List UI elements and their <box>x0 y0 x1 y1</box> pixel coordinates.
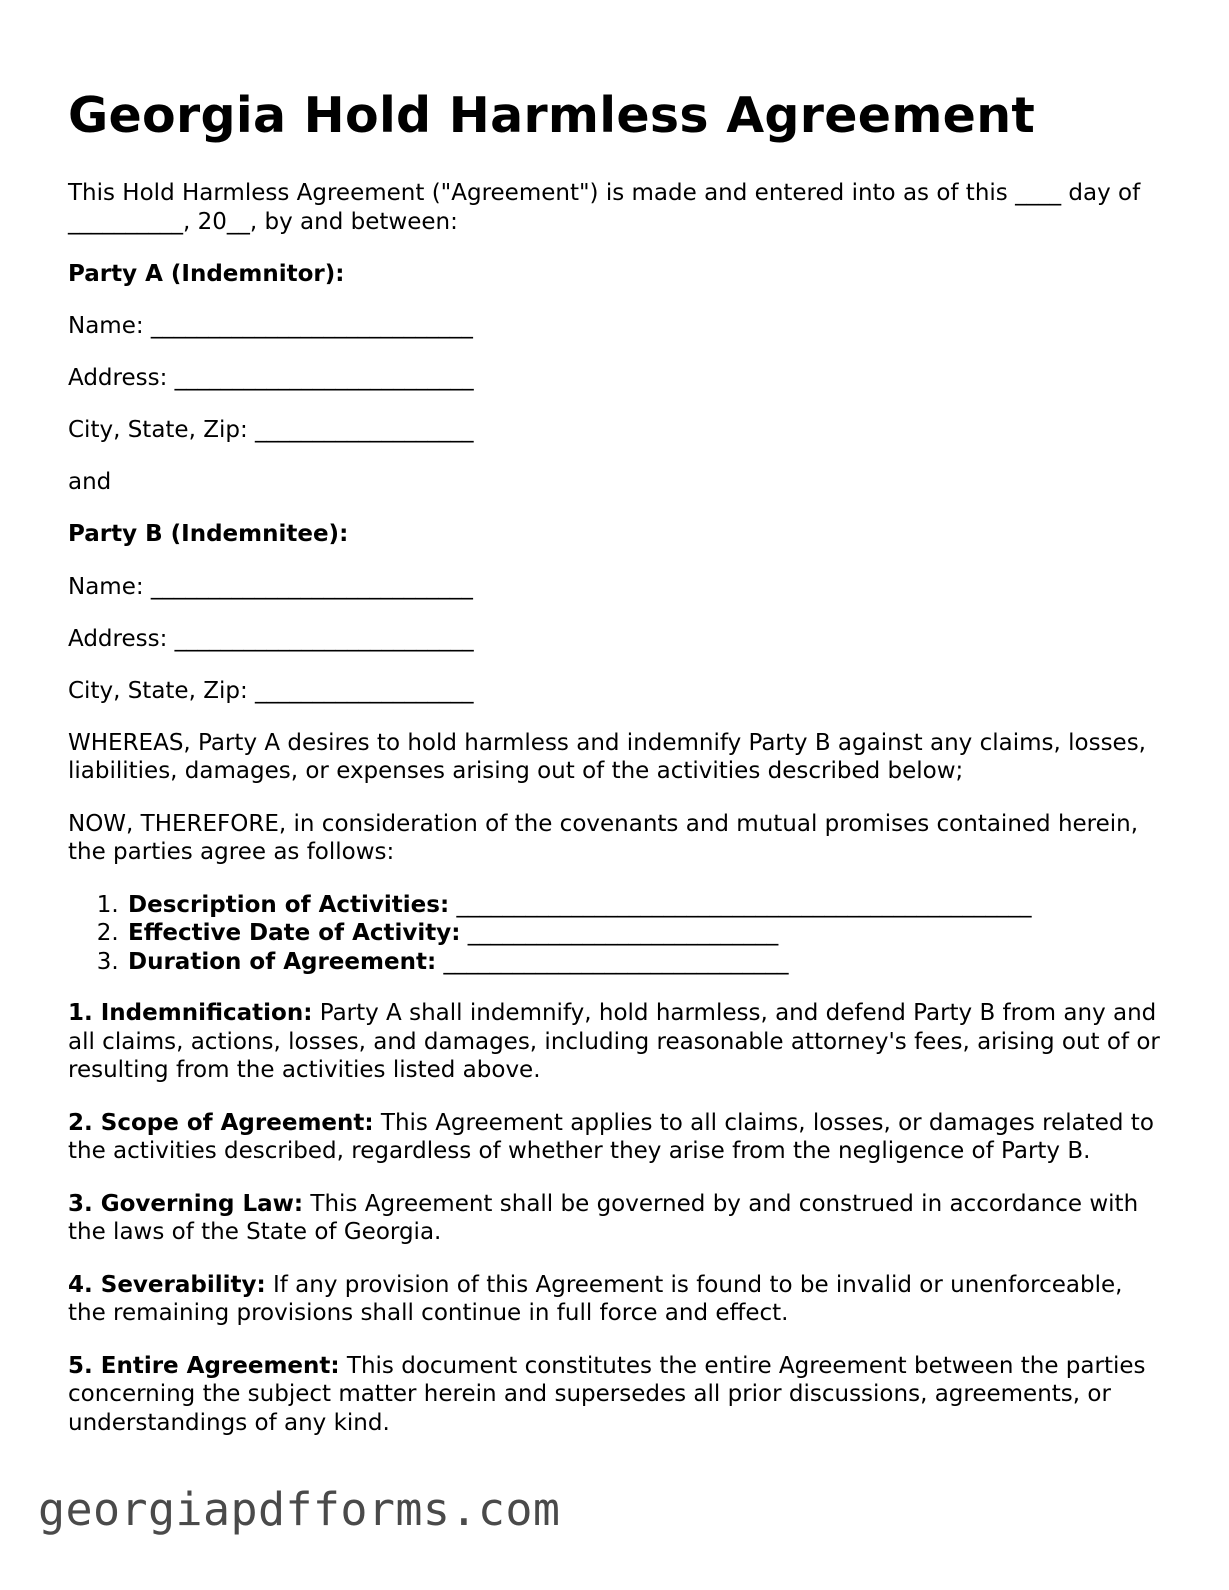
party-b-heading: Party B (Indemnitee): <box>68 521 349 548</box>
party-a-heading: Party A (Indemnitor): <box>68 261 345 287</box>
section-heading: 3. Governing Law: <box>68 1190 304 1217</box>
party-b-name-field: Name: ____________________________ <box>68 573 473 600</box>
activity-label: Description of Activities: <box>128 891 450 918</box>
party-a-address-field: Address: __________________________ <box>68 365 474 392</box>
section-entire-agreement <box>68 1352 1160 1438</box>
and-text: and <box>68 469 112 496</box>
section-scope <box>68 1109 1160 1166</box>
activities-list <box>68 891 1160 977</box>
section-text: If any provision of this Agreement is found to be invalid or unenforceable, the remaining provisions shall continue in full force and effect. <box>68 1271 1123 1327</box>
now-therefore-paragraph: NOW, THEREFORE, in consideration of the covenants and mutual promises contained herein, the parties agree as follows: <box>68 810 1139 866</box>
document-page <box>68 86 1160 1461</box>
section-text: This Agreement applies to all claims, losses, or damages related to the activities described, regardless of whether they arise from the negligence of Party B. <box>68 1109 1154 1165</box>
activity-label: Effective Date of Activity: <box>128 920 461 947</box>
section-text: Party A shall indemnify, hold harmless, and defend Party B from any and all claims, actions, losses, and damages, including reasonable attorney's fees, arising out of or resulting from the activities listed above. <box>68 1000 1160 1084</box>
section-heading: 4. Severability: <box>68 1271 266 1298</box>
activity-item <box>126 891 1160 920</box>
whereas-paragraph: WHEREAS, Party A desires to hold harmless and indemnify Party B against any claims, losses, liabilities, damages, or expenses arising out of the activities described below; <box>68 729 1146 785</box>
activity-item <box>126 948 1160 977</box>
section-governing-law <box>68 1190 1160 1247</box>
party-b-city-field: City, State, Zip: ___________________ <box>68 677 474 704</box>
site-watermark: georgiapdfforms.com <box>38 1483 561 1536</box>
section-text: This Agreement shall be governed by and construed in accordance with the laws of the State of Georgia. <box>68 1190 1139 1246</box>
intro-paragraph: This Hold Harmless Agreement ("Agreement") is made and entered into as of this ____ day of __________, 20__, by and between: <box>68 180 1141 235</box>
section-heading: 2. Scope of Agreement: <box>68 1109 374 1136</box>
party-a-city-field: City, State, Zip: ___________________ <box>68 417 474 444</box>
party-a-name-field: Name: ____________________________ <box>68 313 473 340</box>
section-text: This document constitutes the entire Agreement between the parties concerning the subject matter herein and supersedes all prior discussions, agreements, or understandings of any kind. <box>68 1352 1146 1436</box>
section-indemnification <box>68 999 1160 1085</box>
activity-blank: ______________________________ <box>436 948 789 975</box>
section-severability <box>68 1271 1160 1328</box>
document-title: Georgia Hold Harmless Agreement <box>68 87 1036 144</box>
activity-item <box>126 919 1160 948</box>
activity-blank: __________________________________________________ <box>449 891 1032 918</box>
section-heading: 5. Entire Agreement: <box>68 1352 340 1379</box>
section-heading: 1. Indemnification: <box>68 1000 313 1027</box>
party-b-address-field: Address: __________________________ <box>68 625 474 652</box>
activity-blank: ___________________________ <box>460 920 779 947</box>
activity-label: Duration of Agreement: <box>128 948 437 975</box>
